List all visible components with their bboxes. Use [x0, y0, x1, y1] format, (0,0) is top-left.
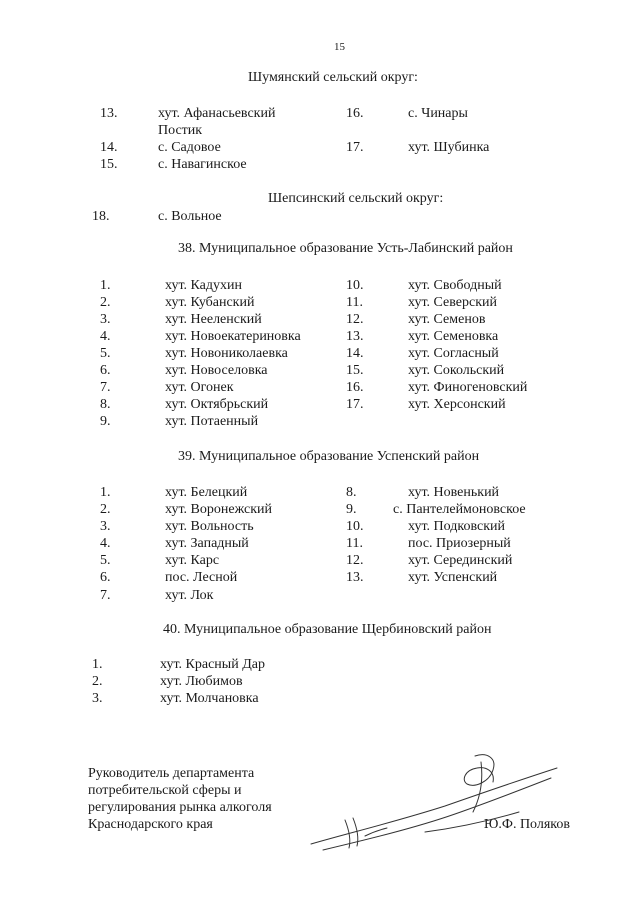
item-number: 13. — [346, 570, 364, 585]
place-name: хут. Молчановка — [160, 691, 259, 706]
place-name: хут. Кубанский — [165, 295, 255, 310]
place-name: с. Садовое — [158, 140, 221, 155]
place-name: хут. Свободный — [408, 278, 502, 293]
place-name: хут. Шубинка — [408, 140, 490, 155]
place-name: хут. Сокольский — [408, 363, 505, 378]
place-name: хут. Семенов — [408, 312, 486, 327]
place-name: хут. Карс — [165, 553, 220, 568]
section-heading-shumyansky: Шумянский сельский округ: — [248, 70, 418, 85]
place-name: хут. Согласный — [408, 346, 499, 361]
item-number: 16. — [346, 106, 364, 121]
place-name: с. Чинары — [408, 106, 468, 121]
place-name: хут. Афанасьевский — [158, 106, 276, 121]
item-number: 8. — [100, 397, 111, 412]
place-name: хут. Подковский — [408, 519, 505, 534]
place-name: с. Вольное — [158, 209, 222, 224]
item-number: 6. — [100, 570, 111, 585]
place-name: хут. Вольность — [165, 519, 254, 534]
signatory-name: Ю.Ф. Поляков — [484, 817, 571, 832]
item-number: 10. — [346, 519, 364, 534]
item-number: 2. — [100, 295, 111, 310]
item-number: 17. — [346, 397, 364, 412]
place-name: хут. Белецкий — [165, 485, 248, 500]
item-number: 15. — [346, 363, 364, 378]
section-heading-shepsinsky: Шепсинский сельский округ: — [268, 191, 444, 206]
place-name: хут. Финогеновский — [408, 380, 528, 395]
place-name: хут. Серединский — [408, 553, 513, 568]
item-number: 5. — [100, 346, 111, 361]
place-name: хут. Новоекатериновка — [165, 329, 301, 344]
item-number: 1. — [92, 657, 103, 672]
place-name-continued: Постик — [158, 123, 203, 138]
item-number: 8. — [346, 485, 357, 500]
item-number: 17. — [346, 140, 364, 155]
item-number: 3. — [92, 691, 103, 706]
item-number: 18. — [92, 209, 110, 224]
item-number: 2. — [92, 674, 103, 689]
item-number: 7. — [100, 588, 111, 603]
section-heading-shcherbinovsky: 40. Муниципальное образование Щербиновский район — [163, 622, 492, 637]
handwritten-signature — [305, 748, 565, 863]
item-number: 3. — [100, 519, 111, 534]
item-number: 12. — [346, 553, 364, 568]
place-name: хут. Новенький — [408, 485, 500, 500]
item-number: 1. — [100, 485, 111, 500]
place-name: хут. Кадухин — [165, 278, 243, 293]
item-number: 11. — [346, 295, 363, 310]
item-number: 13. — [346, 329, 364, 344]
item-number: 10. — [346, 278, 364, 293]
item-number: 6. — [100, 363, 111, 378]
item-number: 1. — [100, 278, 111, 293]
place-name: с. Навагинское — [158, 157, 247, 172]
item-number: 9. — [346, 502, 357, 517]
place-name: хут. Успенский — [408, 570, 498, 585]
place-name: хут. Потаенный — [165, 414, 259, 429]
place-name: хут. Херсонский — [408, 397, 506, 412]
place-name: хут. Любимов — [160, 674, 243, 689]
place-name: хут. Красный Дар — [160, 657, 265, 672]
section-heading-uspensky: 39. Муниципальное образование Успенский район — [178, 449, 480, 464]
place-name: хут. Октябрьский — [165, 397, 269, 412]
place-name: хут. Нееленский — [165, 312, 262, 327]
item-number: 14. — [346, 346, 364, 361]
place-name: хут. Огонек — [165, 380, 234, 395]
signatory-title-line: Краснодарского края — [88, 817, 213, 832]
signatory-title-line: потребительской сферы и — [88, 783, 242, 798]
place-name: с. Пантелеймоновское — [393, 502, 526, 517]
item-number: 4. — [100, 329, 111, 344]
item-number: 13. — [100, 106, 118, 121]
item-number: 3. — [100, 312, 111, 327]
place-name: хут. Семеновка — [408, 329, 499, 344]
page-number: 15 — [334, 41, 345, 53]
item-number: 4. — [100, 536, 111, 551]
item-number: 5. — [100, 553, 111, 568]
section-heading-ust-labinsky: 38. Муниципальное образование Усть-Лабинский район — [178, 241, 513, 256]
item-number: 9. — [100, 414, 111, 429]
item-number: 12. — [346, 312, 364, 327]
place-name: хут. Воронежский — [165, 502, 272, 517]
signatory-title-line: Руководитель департамента — [88, 766, 255, 781]
item-number: 2. — [100, 502, 111, 517]
place-name: пос. Приозерный — [408, 536, 511, 551]
place-name: хут. Западный — [165, 536, 249, 551]
item-number: 15. — [100, 157, 118, 172]
place-name: хут. Новоселовка — [165, 363, 268, 378]
place-name: хут. Новониколаевка — [165, 346, 288, 361]
place-name: хут. Северский — [408, 295, 497, 310]
item-number: 16. — [346, 380, 364, 395]
item-number: 11. — [346, 536, 363, 551]
place-name: хут. Лок — [165, 588, 214, 603]
place-name: пос. Лесной — [165, 570, 238, 585]
signatory-title-line: регулирования рынка алкоголя — [88, 800, 272, 815]
item-number: 14. — [100, 140, 118, 155]
item-number: 7. — [100, 380, 111, 395]
